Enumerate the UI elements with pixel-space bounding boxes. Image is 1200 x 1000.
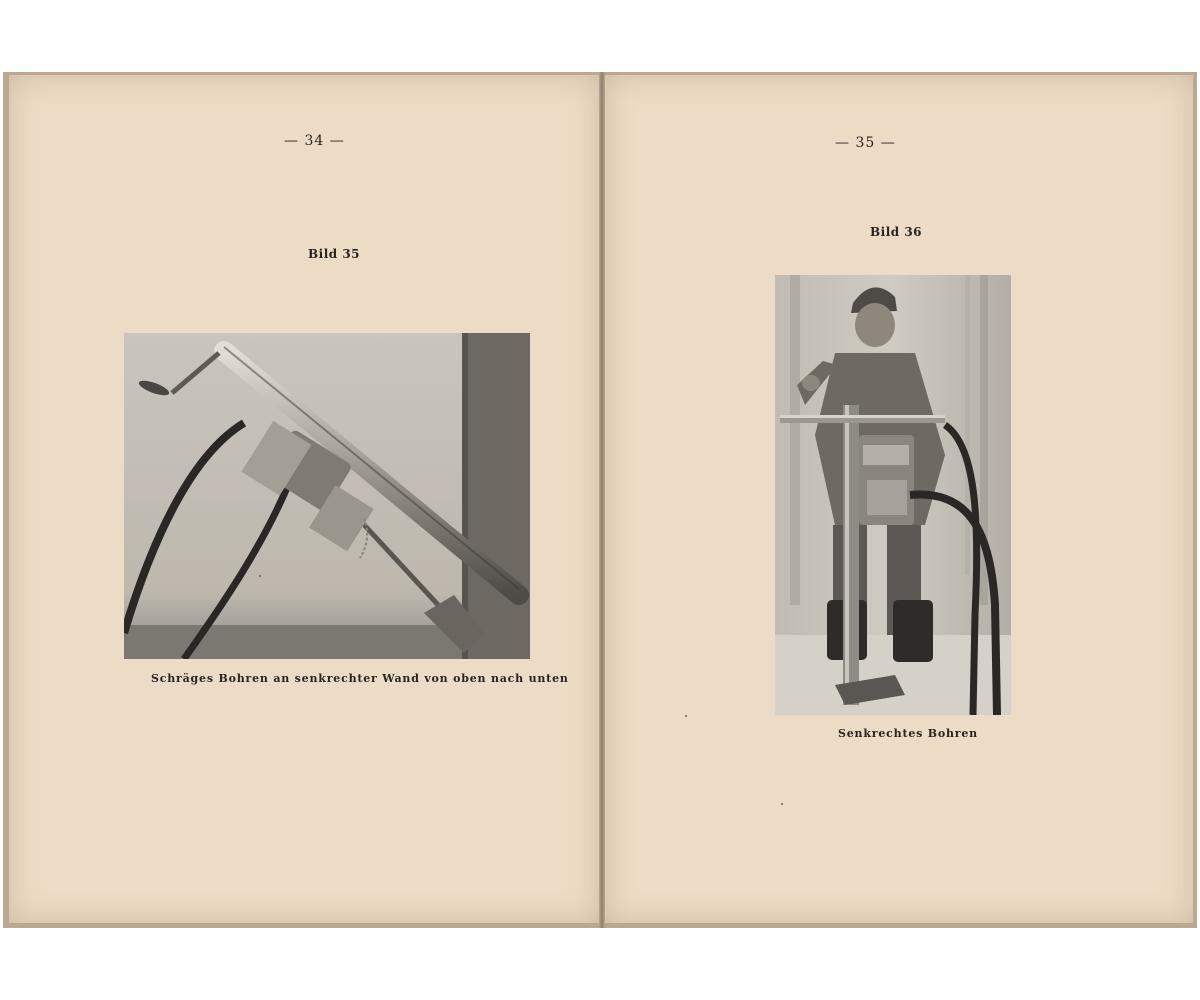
paper-speck [781, 803, 783, 805]
book-spread [3, 72, 1197, 928]
paper-speck [685, 715, 687, 717]
page-number-left: — 34 — [284, 133, 345, 149]
figure-label-right: Bild 36 [870, 225, 923, 239]
photo-angled-drilling [124, 333, 530, 659]
left-page [9, 75, 599, 923]
paper-speck [259, 575, 261, 577]
caption-right: Senkrechtes Bohren [838, 727, 978, 740]
right-page [605, 75, 1193, 923]
figure-label-left: Bild 35 [308, 247, 361, 261]
page-number-right: — 35 — [835, 135, 896, 151]
caption-left: Schräges Bohren an senkrechter Wand von oben nach unten [151, 672, 569, 685]
photo-vertical-drilling [775, 275, 1011, 715]
